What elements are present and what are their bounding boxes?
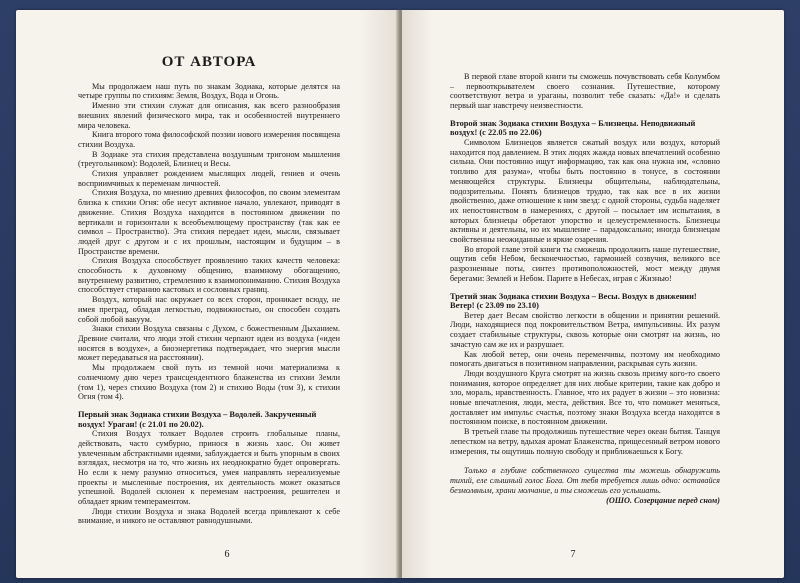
paragraph: В первой главе второй книги ты сможешь почувствовать себя Колумбом – первооткрывателем своего сознания. Путешествие, которому соответствуют ветра и ураганы, позволит тебе сказать: «Да!» и сделать первый шаг навстречу неизвестности. bbox=[450, 72, 720, 111]
section-heading-gemini: Второй знак Зодиака стихии Воздуха – Близнецы. Неподвижный воздух! (с 22.05 по 22.06) bbox=[450, 118, 696, 138]
paragraph: Книга второго тома философской поэзии нового измерения посвящена стихии Воздуха. bbox=[78, 130, 340, 149]
paragraph: Стихия Воздух толкает Водолея строить глобальные планы, действовать, часто сумбурно, принося в жизнь хаос. Он живет увлеченным абстрактными идеями, заблуждается и быть упорным в своих взглядах, несмотря на то, что жизнь их неоднократно будет опровергать. Но если к нему разумно относиться, умея направлять нереализуемые проекты и мысленные построения, их деятельность может оказаться успешной. Водолей склонен к переменам настроения, решителен и обладает ярким темпераментом. bbox=[78, 429, 340, 507]
paragraph: Символом Близнецов является сжатый воздух или воздух, который находится под давлением. В этих людях жажда новых впечатлений особенно сильна. Они постоянно ищут информацию, так как она нужна им, «словно топливо для разума», чтобы быть постоянно в тонусе, в состоянии меняющейся структуры. Близнецы общительны, наблюдательны, подозрительны. Понять близнецов трудно, так как все в их жизни двойственно, даже отношение к ним звезд: с одной стороны, судьба наделяет их непостоянством в намерениях, с другой – посылает им испытания, в которых близнецы обретают упорство и целеустремленность. Близнецы активны и деятельны, но их мышление – парадоксально; иногда близнецам свойственны неожиданные и яркие озарения. bbox=[450, 138, 720, 245]
paragraph: В Зодиаке эта стихия представлена воздушным тригоном мышления (треугольником): Водолей, Близнец и Весы. bbox=[78, 149, 340, 169]
paragraph: В третьей главе ты продолжишь путешествие через океан бытия. Танцуя лепестком на ветру, вдыхая аромат Блаженства, прищесенный ветром нового измерения, ты ощутишь полную свободу и приближаешься к Богу. bbox=[450, 427, 720, 456]
paragraph: Во второй главе этой книги ты сможешь продолжить наше путешествие, ощутив себя Небом, бесконечностью, гармонией созвучия, великого все разрозненные поты, синтез противоположностей, мост между двумя берегами: Землей и Небом. Парите в Небесах, играя с Жизнью! bbox=[450, 244, 720, 283]
section-heading-libra: Третий знак Зодиака стихии Воздуха – Весы. Воздух в движении! Ветер! (с 23.09 по 23.10) bbox=[450, 291, 697, 311]
section-heading-aquarius: Первый знак Зодиака стихии Воздуха – Водолей. Закрученный воздух! Ураган! (с 21.01 по 20.02). bbox=[78, 409, 317, 429]
paragraph: Люди воздушного Круга смотрят на жизнь сквозь призму кого-то своего понимания, которое определяет для них любые критерии, такие как добро и зло, мораль, нравственность. Главное, что их радует в жизни – это новизна: новые впечатления, люди, места, действия. Все то, что поможет меняться, доставляет им импульс счастья, поэтому знаки Воздуха всегда находятся в постоянном поиске, в постоянном движении. bbox=[450, 368, 720, 427]
left-page-content bbox=[78, 54, 340, 526]
paragraph: Воздух, который нас окружает со всех сторон, проникает всюду, не имея преград, обладая легкостью, подвижностью, он способен создать собой любой вакуум. bbox=[78, 295, 340, 324]
page-number: 6 bbox=[224, 549, 230, 560]
page-title: ОТ АВТОРА bbox=[161, 54, 257, 70]
paragraph: Люди стихии Воздуха и знака Водолей всегда привлекают к себе внимание, и никого не оставляют равнодушными. bbox=[78, 506, 340, 526]
epigraph-quote: Только в глубине собственного существа ты можешь обнаружить тихий, еле слышный голос Бога. От тебя требуется лишь одно: оставайся безмолвным, храни молчание, и ты сможешь его услышать. bbox=[450, 466, 720, 495]
page-number: 7 bbox=[570, 549, 576, 560]
right-page bbox=[402, 10, 784, 578]
paragraph: Ветер дает Весам свойство легкости в общении и принятии решений. Люди, находящиеся под покровительством Ветра, импульсивны. Их разум создает стабильные структуры, сквозь которые они смотрят на жизнь, но зачастую сам же их и разрушает. bbox=[450, 310, 720, 349]
paragraph: Мы продолжаем свой путь из темной ночи материализма к солнечному дню через трансцендентного блаженства из стихии Земли (том 1), через стихию Воздуха (том 2) и стихию Воды (том 3), к стихии Огня (том 4). bbox=[78, 363, 340, 402]
right-page-content bbox=[450, 72, 720, 506]
left-page bbox=[16, 10, 398, 578]
paragraph: Стихия Воздуха способствует проявлению таких качеств человека: способность к духовному общению, взаимному обогащению, внутреннему развитию, стремлению к взаимопониманию. Стихия Воздуха способствует стиранию кастовых и сословных границ. bbox=[78, 256, 340, 295]
paragraph: Именно эти стихии служат для описания, как всего разнообразия внешних явлений физического мира, так и особенностей внутреннего мира человека. bbox=[78, 101, 340, 130]
paragraph: Знаки стихии Воздуха связаны с Духом, с божественным Дыханием. Древние считали, что люди этой стихии черпают идеи из воздуха («идеи носятся в воздухе», а биоэнергетика подтверждает, что энергия мысли может передаваться на расстоянии). bbox=[78, 324, 340, 363]
paragraph: Стихия Воздуха, по мнению древних философов, по своим элементам близка к стихии Огня: обе несут активное начало, увлекают, приводят в движение. Стихия Воздуха находится в постоянном движении по вертикали и горизонтали к всеобъемлющему пространству (так как ее символ – Пространство). Эта стихия передает идеи, мысли, связывает людей друг с другом и с их прошлым, настоящим и будущим – в Пространстве времени. bbox=[78, 188, 340, 256]
paragraph: Мы продолжаем наш путь по знакам Зодиака, которые делятся на четыре группы по стихиям: Земля, Воздух, Вода и Огонь. bbox=[78, 81, 340, 101]
paragraph: Стихия управляет рождением мыслящих людей, гениев и очень восприимчивых к переменам личностей. bbox=[78, 169, 340, 188]
quote-attribution: (ОШО. Созерцание перед сном) bbox=[606, 496, 720, 506]
paragraph: Как любой ветер, они очень переменчивы, поэтому им необходимо помогать двигаться в позитивном направлении, раскрывая суть жизни. bbox=[450, 349, 720, 369]
